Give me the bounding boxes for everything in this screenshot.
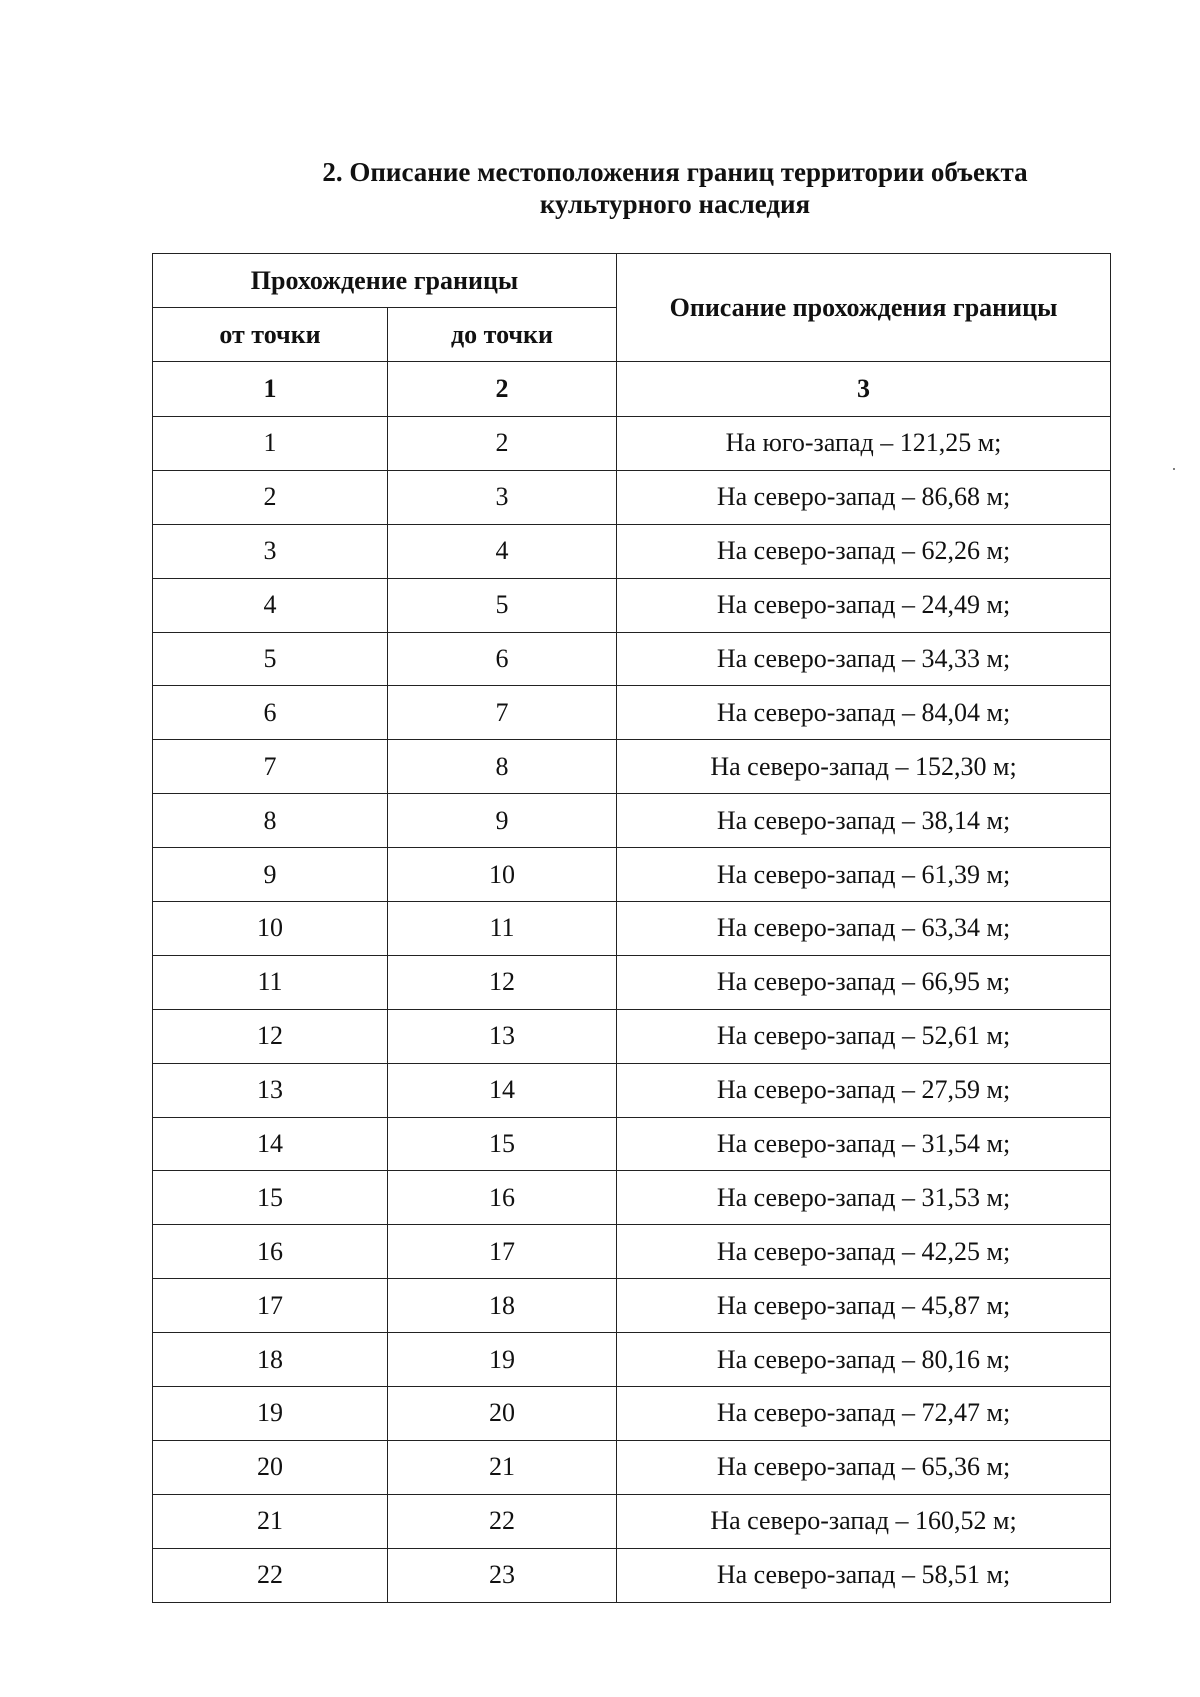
row-description: На северо-запад – 152,30 м; (617, 740, 1111, 794)
row-description: На северо-запад – 52,61 м; (617, 1009, 1111, 1063)
header-from-point: от точки (153, 308, 388, 362)
row-from-point: 14 (153, 1117, 388, 1171)
row-to-point: 11 (388, 902, 617, 956)
row-to-point: 18 (388, 1279, 617, 1333)
table-row (153, 1225, 1111, 1279)
row-description: На северо-запад – 160,52 м; (617, 1494, 1111, 1548)
column-number: 2 (388, 362, 617, 417)
table-row (153, 740, 1111, 794)
header-to-point: до точки (388, 308, 617, 362)
table-row (153, 1009, 1111, 1063)
table-row (153, 1387, 1111, 1441)
row-from-point: 13 (153, 1063, 388, 1117)
row-to-point: 3 (388, 470, 617, 524)
row-description: На северо-запад – 84,04 м; (617, 686, 1111, 740)
row-description: На северо-запад – 63,34 м; (617, 902, 1111, 956)
row-to-point: 16 (388, 1171, 617, 1225)
table-row (153, 1117, 1111, 1171)
row-description: На северо-запад – 34,33 м; (617, 632, 1111, 686)
table-row (153, 1548, 1111, 1602)
row-from-point: 9 (153, 848, 388, 902)
row-description: На северо-запад – 24,49 м; (617, 578, 1111, 632)
row-from-point: 10 (153, 902, 388, 956)
row-from-point: 2 (153, 470, 388, 524)
row-to-point: 19 (388, 1333, 617, 1387)
row-from-point: 19 (153, 1387, 388, 1441)
column-number: 3 (617, 362, 1111, 417)
row-to-point: 13 (388, 1009, 617, 1063)
title-line-2: культурного наследия (539, 189, 811, 219)
row-from-point: 1 (153, 417, 388, 471)
row-to-point: 17 (388, 1225, 617, 1279)
row-to-point: 14 (388, 1063, 617, 1117)
table-row (153, 686, 1111, 740)
table-row (153, 578, 1111, 632)
row-to-point: 20 (388, 1387, 617, 1441)
row-to-point: 4 (388, 524, 617, 578)
row-to-point: 15 (388, 1117, 617, 1171)
row-to-point: 7 (388, 686, 617, 740)
row-description: На северо-запад – 27,59 м; (617, 1063, 1111, 1117)
row-description: На северо-запад – 80,16 м; (617, 1333, 1111, 1387)
row-from-point: 8 (153, 794, 388, 848)
row-description: На северо-запад – 61,39 м; (617, 848, 1111, 902)
row-description: На северо-запад – 62,26 м; (617, 524, 1111, 578)
row-to-point: 10 (388, 848, 617, 902)
row-description: На северо-запад – 45,87 м; (617, 1279, 1111, 1333)
table-row (153, 1063, 1111, 1117)
row-to-point: 2 (388, 417, 617, 471)
header-description: Описание прохождения границы (617, 254, 1111, 362)
column-number-row (153, 362, 1111, 417)
table-row (153, 902, 1111, 956)
table-row (153, 524, 1111, 578)
row-from-point: 22 (153, 1548, 388, 1602)
table-row (153, 1171, 1111, 1225)
table-row (153, 1333, 1111, 1387)
table-header (153, 254, 1111, 417)
row-from-point: 12 (153, 1009, 388, 1063)
row-description: На северо-запад – 65,36 м; (617, 1440, 1111, 1494)
table-row (153, 848, 1111, 902)
row-description: На северо-запад – 42,25 м; (617, 1225, 1111, 1279)
row-to-point: 22 (388, 1494, 617, 1548)
row-description: На северо-запад – 31,54 м; (617, 1117, 1111, 1171)
row-from-point: 7 (153, 740, 388, 794)
row-to-point: 12 (388, 955, 617, 1009)
row-from-point: 16 (153, 1225, 388, 1279)
row-from-point: 11 (153, 955, 388, 1009)
table-row (153, 794, 1111, 848)
boundary-table (152, 253, 1111, 1603)
page-title (150, 156, 1200, 220)
header-boundary-passage: Прохождение границы (153, 254, 617, 308)
row-to-point: 23 (388, 1548, 617, 1602)
table-row (153, 1279, 1111, 1333)
table-row (153, 1494, 1111, 1548)
row-from-point: 6 (153, 686, 388, 740)
row-to-point: 21 (388, 1440, 617, 1494)
row-from-point: 5 (153, 632, 388, 686)
table-row (153, 632, 1111, 686)
row-description: На северо-запад – 72,47 м; (617, 1387, 1111, 1441)
row-description: На северо-запад – 66,95 м; (617, 955, 1111, 1009)
row-from-point: 21 (153, 1494, 388, 1548)
table-row (153, 955, 1111, 1009)
row-to-point: 8 (388, 740, 617, 794)
row-to-point: 6 (388, 632, 617, 686)
table-body (153, 417, 1111, 1603)
row-from-point: 3 (153, 524, 388, 578)
title-line-1: 2. Описание местоположения границ территории объекта (322, 157, 1028, 187)
table-row (153, 470, 1111, 524)
table-row (153, 1440, 1111, 1494)
row-description: На северо-запад – 38,14 м; (617, 794, 1111, 848)
row-from-point: 18 (153, 1333, 388, 1387)
row-description: На северо-запад – 31,53 м; (617, 1171, 1111, 1225)
row-description: На северо-запад – 86,68 м; (617, 470, 1111, 524)
row-from-point: 17 (153, 1279, 388, 1333)
row-description: На юго-запад – 121,25 м; (617, 417, 1111, 471)
column-number: 1 (153, 362, 388, 417)
row-from-point: 4 (153, 578, 388, 632)
scan-speck (1173, 468, 1175, 470)
row-description: На северо-запад – 58,51 м; (617, 1548, 1111, 1602)
row-to-point: 9 (388, 794, 617, 848)
table-row (153, 417, 1111, 471)
row-from-point: 15 (153, 1171, 388, 1225)
row-from-point: 20 (153, 1440, 388, 1494)
row-to-point: 5 (388, 578, 617, 632)
